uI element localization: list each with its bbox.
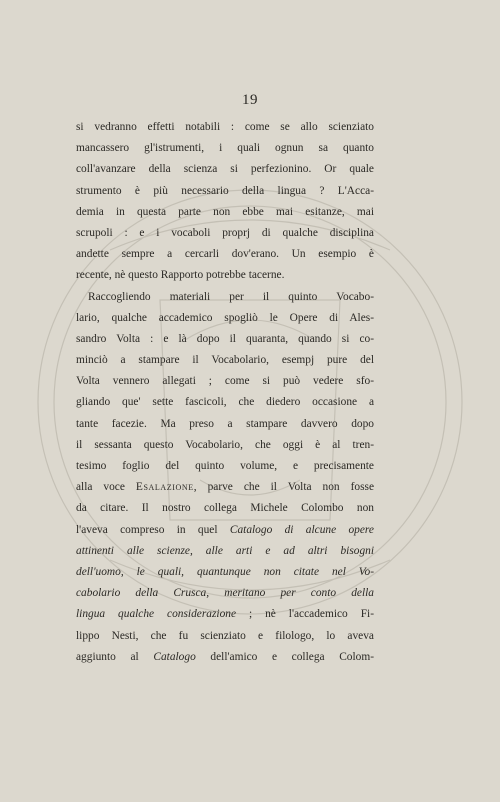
italic-text: lingua qualche considerazione bbox=[76, 608, 237, 621]
text-line bbox=[76, 604, 374, 625]
text-line bbox=[76, 520, 374, 541]
text-run: strumento è più necessario della lingua ? L'Acca- bbox=[76, 184, 374, 197]
text-line bbox=[76, 223, 374, 244]
italic-text: Catalogo di alcune opere bbox=[229, 523, 374, 536]
text-line bbox=[76, 265, 374, 286]
text-line bbox=[76, 371, 374, 392]
text-line bbox=[76, 202, 374, 223]
text-run: si vedranno effetti notabili : come se allo scienziato bbox=[76, 121, 374, 133]
text-run: da citare. Il nostro collega Michele Colombo non bbox=[76, 502, 374, 515]
text-run: lario, qualche accademico spogliò le Opere di Ales- bbox=[76, 311, 374, 324]
text-line bbox=[76, 329, 374, 350]
text-line bbox=[76, 138, 374, 159]
italic-text: Catalogo bbox=[153, 650, 196, 663]
text-run: Volta vennero allegati ; come si può vedere sfo- bbox=[76, 375, 374, 388]
text-run: Raccogliendo materiali per il quinto Vocabo- bbox=[88, 290, 374, 303]
text-line bbox=[76, 181, 374, 202]
text-run: coll'avanzare della scienza si perfezionino. Or quale bbox=[76, 163, 374, 176]
text-line bbox=[76, 562, 374, 583]
text-line bbox=[76, 477, 374, 498]
page-number: 19 bbox=[242, 92, 258, 108]
text-line bbox=[76, 435, 374, 456]
text-run: mancassero gl'istrumenti, i quali ognun sa quanto bbox=[76, 142, 374, 155]
italic-text: cabolario della Crusca, meritano per conto della bbox=[76, 587, 374, 600]
text-line bbox=[76, 541, 374, 562]
text-line bbox=[76, 583, 374, 604]
text-run: ; nè l'accademico Fi- bbox=[236, 608, 374, 621]
text-run: il sessanta questo Vocabolario, che oggi è al tren- bbox=[76, 438, 374, 451]
text-run: aggiunto al bbox=[76, 650, 154, 663]
text-run: alla voce bbox=[76, 481, 136, 494]
text-run: , parve che il Volta non fosse bbox=[193, 481, 375, 494]
text-run: sandro Volta : e là dopo il quaranta, quando si co- bbox=[76, 332, 374, 345]
text-run: tante facezie. Ma preso a stampare davvero dopo bbox=[76, 417, 374, 430]
text-run: dell'amico e collega Colom- bbox=[195, 650, 375, 663]
text-line bbox=[76, 392, 374, 413]
text-run: minciò a stampare il Vocabolario, esempj pure del bbox=[76, 354, 374, 367]
text-line bbox=[76, 647, 374, 668]
text-run: andette sempre a cercarli dov'erano. Un esempio è bbox=[76, 248, 374, 261]
italic-text: dell'uomo, le quali, quantunque non citate nel Vo- bbox=[76, 565, 374, 578]
text-run: l'aveva compreso in quel bbox=[76, 523, 230, 536]
text-line bbox=[76, 308, 374, 329]
text-line bbox=[76, 159, 374, 180]
text-run: scrupoli : e i vocaboli proprj di qualche disciplina bbox=[76, 226, 374, 239]
text-run: gliando que' sette fascicoli, che diedero occasione a bbox=[76, 396, 374, 409]
text-line bbox=[76, 626, 374, 647]
text-run: recente, nè questo Rapporto potrebbe tacerne. bbox=[76, 269, 285, 282]
text-run: tesimo foglio del quinto volume, e precisamente bbox=[76, 460, 374, 472]
text-line bbox=[76, 244, 374, 265]
text-line bbox=[76, 498, 374, 519]
small-caps-text: Esalazione bbox=[135, 481, 194, 494]
italic-text: attinenti alle scienze, alle arti e ad altri bisogni bbox=[76, 544, 374, 557]
text-line bbox=[76, 414, 374, 435]
text-line bbox=[76, 287, 374, 308]
text-line bbox=[76, 456, 374, 477]
text-line bbox=[76, 350, 374, 371]
body-text bbox=[76, 117, 374, 668]
text-run: demia in questa parte non ebbe mai esitanze, mai bbox=[76, 205, 374, 218]
text-run: lippo Nesti, che fu scienziato e filologo, lo aveva bbox=[76, 629, 374, 642]
text-line bbox=[76, 117, 374, 138]
